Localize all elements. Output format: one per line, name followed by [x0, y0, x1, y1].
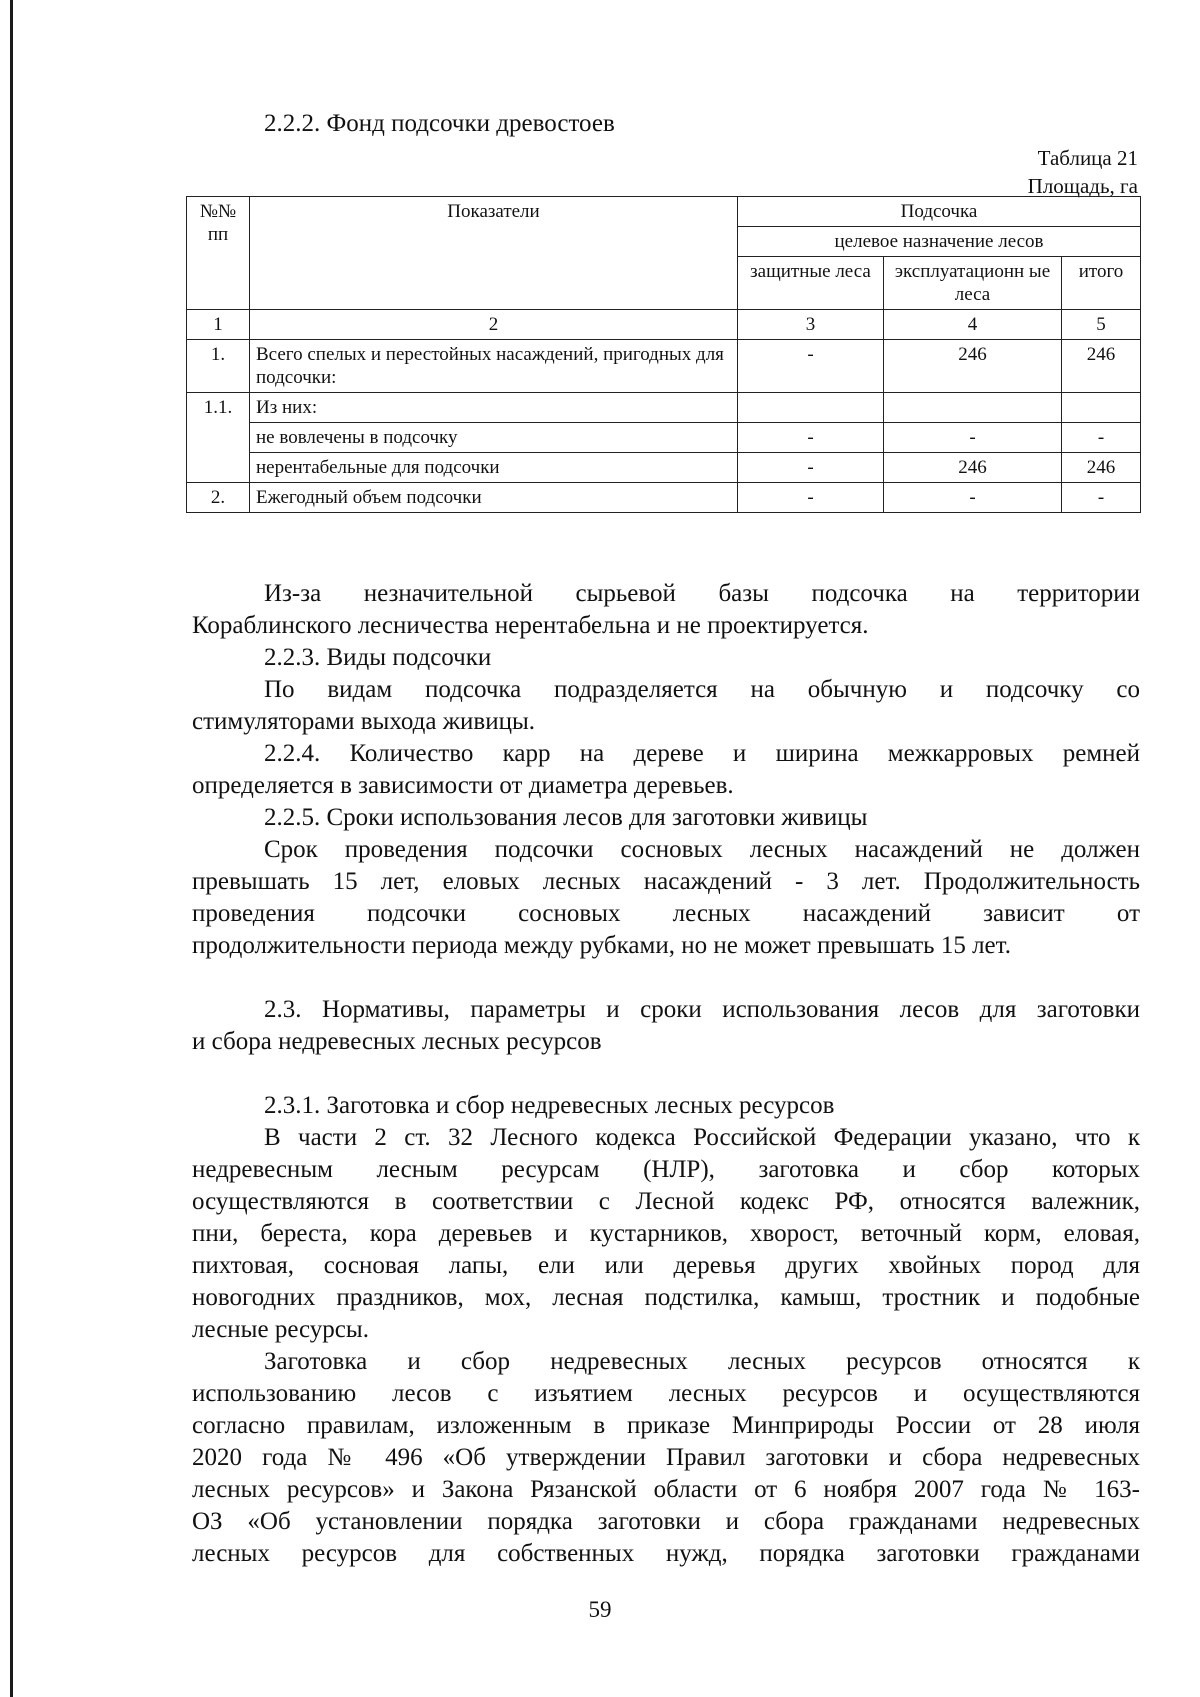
table-row: [187, 423, 1141, 453]
paragraph-line: 2.2.4. Количество карр на дереве и ширина межкарровых ремней: [264, 740, 1140, 767]
paragraph-line: превышать 15 лет, еловых лесных насаждений - 3 лет. Продолжительность: [192, 868, 1140, 895]
table-number: Таблица 21: [1037, 146, 1138, 170]
row-num: 1.: [187, 340, 250, 393]
table-unit: Площадь, га: [1027, 174, 1138, 198]
row-protective: [738, 393, 884, 423]
header-num: №№ пп: [187, 197, 250, 310]
row-num: 1.1.: [187, 393, 250, 483]
section-heading-2-3-cont: и сбора недревесных лесных ресурсов: [192, 1028, 602, 1055]
section-heading-2-3: 2.3. Нормативы, параметры и сроки использования лесов для заготовки: [264, 996, 1140, 1023]
paragraph-line: лесные ресурсы.: [192, 1316, 369, 1343]
paragraph-line: определяется в зависимости от диаметра деревьев.: [192, 772, 734, 799]
paragraph-line: ОЗ «Об установлении порядка заготовки и сбора гражданами недревесных: [192, 1508, 1140, 1535]
paragraph-line: Кораблинского лесничества нерентабельна и не проектируется.: [192, 612, 869, 639]
paragraph-line: использованию лесов с изъятием лесных ресурсов и осуществляются: [192, 1380, 1140, 1407]
row-exploitation: 246: [884, 340, 1062, 393]
table-row: [187, 453, 1141, 483]
row-exploitation: -: [884, 483, 1062, 513]
table-row: [187, 483, 1141, 513]
section-heading-2-2-2: 2.2.2. Фонд подсочки древостоев: [264, 110, 615, 137]
paragraph-line: новогодних праздников, мох, лесная подстилка, камыш, тростник и подобные: [192, 1284, 1140, 1311]
column-number-row: [187, 310, 1141, 340]
paragraph-line: стимуляторами выхода живицы.: [192, 708, 535, 735]
col-num-1: 1: [187, 310, 250, 340]
row-name: Ежегодный объем подсочки: [250, 483, 738, 513]
header-subgroup: целевое назначение лесов: [738, 227, 1141, 257]
row-name: Из них:: [250, 393, 738, 423]
paragraph-line: лесных ресурсов для собственных нужд, порядка заготовки гражданами: [192, 1540, 1140, 1567]
table-row: [187, 340, 1141, 393]
row-protective: -: [738, 423, 884, 453]
paragraph-line: недревесным лесным ресурсам (НЛР), заготовка и сбор которых: [192, 1156, 1140, 1183]
scan-edge: [10, 0, 13, 1697]
row-exploitation: [884, 393, 1062, 423]
paragraph-line: осуществляются в соответствии с Лесной кодекс РФ, относятся валежник,: [192, 1188, 1140, 1215]
paragraph-line: 2020 года № 496 «Об утверждении Правил заготовки и сбора недревесных: [192, 1444, 1140, 1471]
col-num-3: 3: [738, 310, 884, 340]
page-number: 59: [588, 1597, 612, 1622]
row-name: не вовлечены в подсочку: [250, 423, 738, 453]
col-num-2: 2: [250, 310, 738, 340]
paragraph-line: пни, береста, кора деревьев и кустарников, хворост, веточный корм, еловая,: [192, 1220, 1140, 1247]
header-exploitation: эксплуатационн ые леса: [884, 257, 1062, 310]
row-total: -: [1062, 483, 1141, 513]
row-protective: -: [738, 483, 884, 513]
paragraph-line: Заготовка и сбор недревесных лесных ресурсов относятся к: [264, 1348, 1140, 1375]
row-exploitation: -: [884, 423, 1062, 453]
section-heading-2-2-3: 2.2.3. Виды подсочки: [264, 644, 492, 671]
row-num: 2.: [187, 483, 250, 513]
paragraph-line: Из-за незначительной сырьевой базы подсочка на территории: [264, 580, 1140, 607]
row-exploitation: 246: [884, 453, 1062, 483]
paragraph-line: пихтовая, сосновая лапы, ели или деревья других хвойных пород для: [192, 1252, 1140, 1279]
table-21: [186, 196, 1141, 513]
section-heading-2-3-1: 2.3.1. Заготовка и сбор недревесных лесных ресурсов: [264, 1092, 835, 1119]
row-protective: -: [738, 340, 884, 393]
row-total: [1062, 393, 1141, 423]
header-group: Подсочка: [738, 197, 1141, 227]
row-name: Всего спелых и перестойных насаждений, пригодных для подсочки:: [250, 340, 738, 393]
col-num-4: 4: [884, 310, 1062, 340]
header-protective: защитные леса: [738, 257, 884, 310]
row-name: нерентабельные для подсочки: [250, 453, 738, 483]
paragraph-line: Срок проведения подсочки сосновых лесных насаждений не должен: [264, 836, 1140, 863]
paragraph-line: проведения подсочки сосновых лесных насаждений зависит от: [192, 900, 1140, 927]
paragraph-line: лесных ресурсов» и Закона Рязанской области от 6 ноября 2007 года № 163-: [192, 1476, 1140, 1503]
paragraph-line: продолжительности периода между рубками, но не может превышать 15 лет.: [192, 932, 1011, 959]
row-protective: -: [738, 453, 884, 483]
col-num-5: 5: [1062, 310, 1141, 340]
section-heading-2-2-5: 2.2.5. Сроки использования лесов для заготовки живицы: [264, 804, 868, 831]
row-total: 246: [1062, 340, 1141, 393]
paragraph-line: По видам подсочка подразделяется на обычную и подсочку со: [264, 676, 1140, 703]
header-total: итого: [1062, 257, 1141, 310]
header-indicators: Показатели: [250, 197, 738, 310]
paragraph-line: согласно правилам, изложенным в приказе Минприроды России от 28 июля: [192, 1412, 1140, 1439]
row-total: -: [1062, 423, 1141, 453]
paragraph-line: В части 2 ст. 32 Лесного кодекса Российской Федерации указано, что к: [264, 1124, 1140, 1151]
table-row: [187, 393, 1141, 423]
row-total: 246: [1062, 453, 1141, 483]
